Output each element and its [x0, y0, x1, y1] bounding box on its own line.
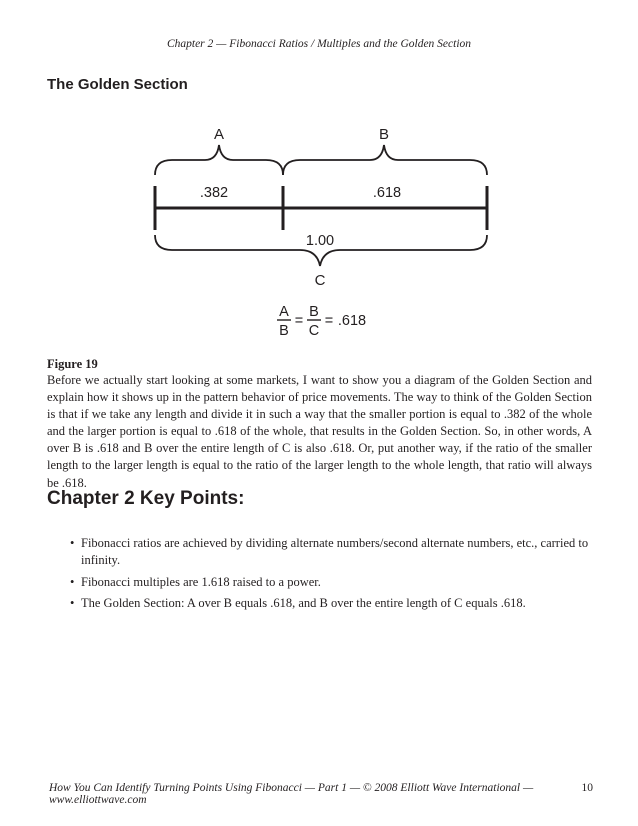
key-points-title: Chapter 2 Key Points: — [47, 488, 245, 509]
list-item — [70, 535, 592, 569]
figure-body-text: Before we actually start looking at some markets, I want to show you a diagram of the Golden Section and explain how it shows up in the pattern behavior of price movements. The way to think of the Golden Section is that if we take any length and divide it in such a way that the smaller portion is equal to .382 of the whole and the larger portion is equal to .618 of the whole, that results in the Golden Section. So, in other words, A over B is .618 and B over the entire length of C is also .618. Or, put another way, if the ratio of the smaller length to the larger length is equal to the ratio of the larger length to the whole length, that ratio will always be .618. — [47, 373, 592, 490]
small-segment-label: .382 — [199, 185, 229, 201]
formula-num-a: A — [279, 304, 289, 320]
formula-equals-2: = — [324, 313, 334, 329]
page-number: 10 — [581, 782, 593, 794]
formula-den-c: C — [308, 323, 320, 339]
formula-num-b: B — [309, 304, 319, 320]
formula-equals-1: = — [294, 313, 304, 329]
list-item-text: The Golden Section: A over B equals .618, and B over the entire length of C equals .618. — [81, 596, 526, 611]
formula-result: .618 — [337, 313, 367, 329]
list-item — [70, 574, 592, 591]
list-item — [70, 595, 592, 612]
figure-caption: Figure 19 — [47, 357, 98, 371]
brace-b — [283, 145, 487, 175]
large-segment-label: .618 — [372, 185, 402, 201]
running-head: Chapter 2 — Fibonacci Ratios / Multiples and the Golden Section — [166, 38, 472, 50]
bullet-icon: • — [70, 596, 75, 611]
section-title: The Golden Section — [47, 76, 188, 93]
brace-a — [155, 145, 283, 175]
footer-text: How You Can Identify Turning Points Using Fibonacci — Part 1 — © 2008 Elliott Wave International — www.elliottwave.com — [49, 782, 534, 806]
bullet-icon: • — [70, 536, 75, 550]
label-b: B — [378, 126, 390, 143]
key-points-list — [70, 535, 592, 617]
label-a: A — [213, 126, 225, 143]
page-footer — [49, 782, 593, 806]
list-item-text: Fibonacci ratios are achieved by dividing alternate numbers/second alternate numbers, etc., carried to infinity. — [81, 536, 589, 568]
bullet-icon: • — [70, 574, 75, 589]
label-c: C — [314, 272, 326, 289]
formula-den-b: B — [279, 323, 289, 339]
list-item-text: Fibonacci multiples are 1.618 raised to a power. — [81, 574, 321, 589]
whole-label: 1.00 — [305, 233, 335, 249]
golden-section-diagram — [0, 118, 638, 348]
